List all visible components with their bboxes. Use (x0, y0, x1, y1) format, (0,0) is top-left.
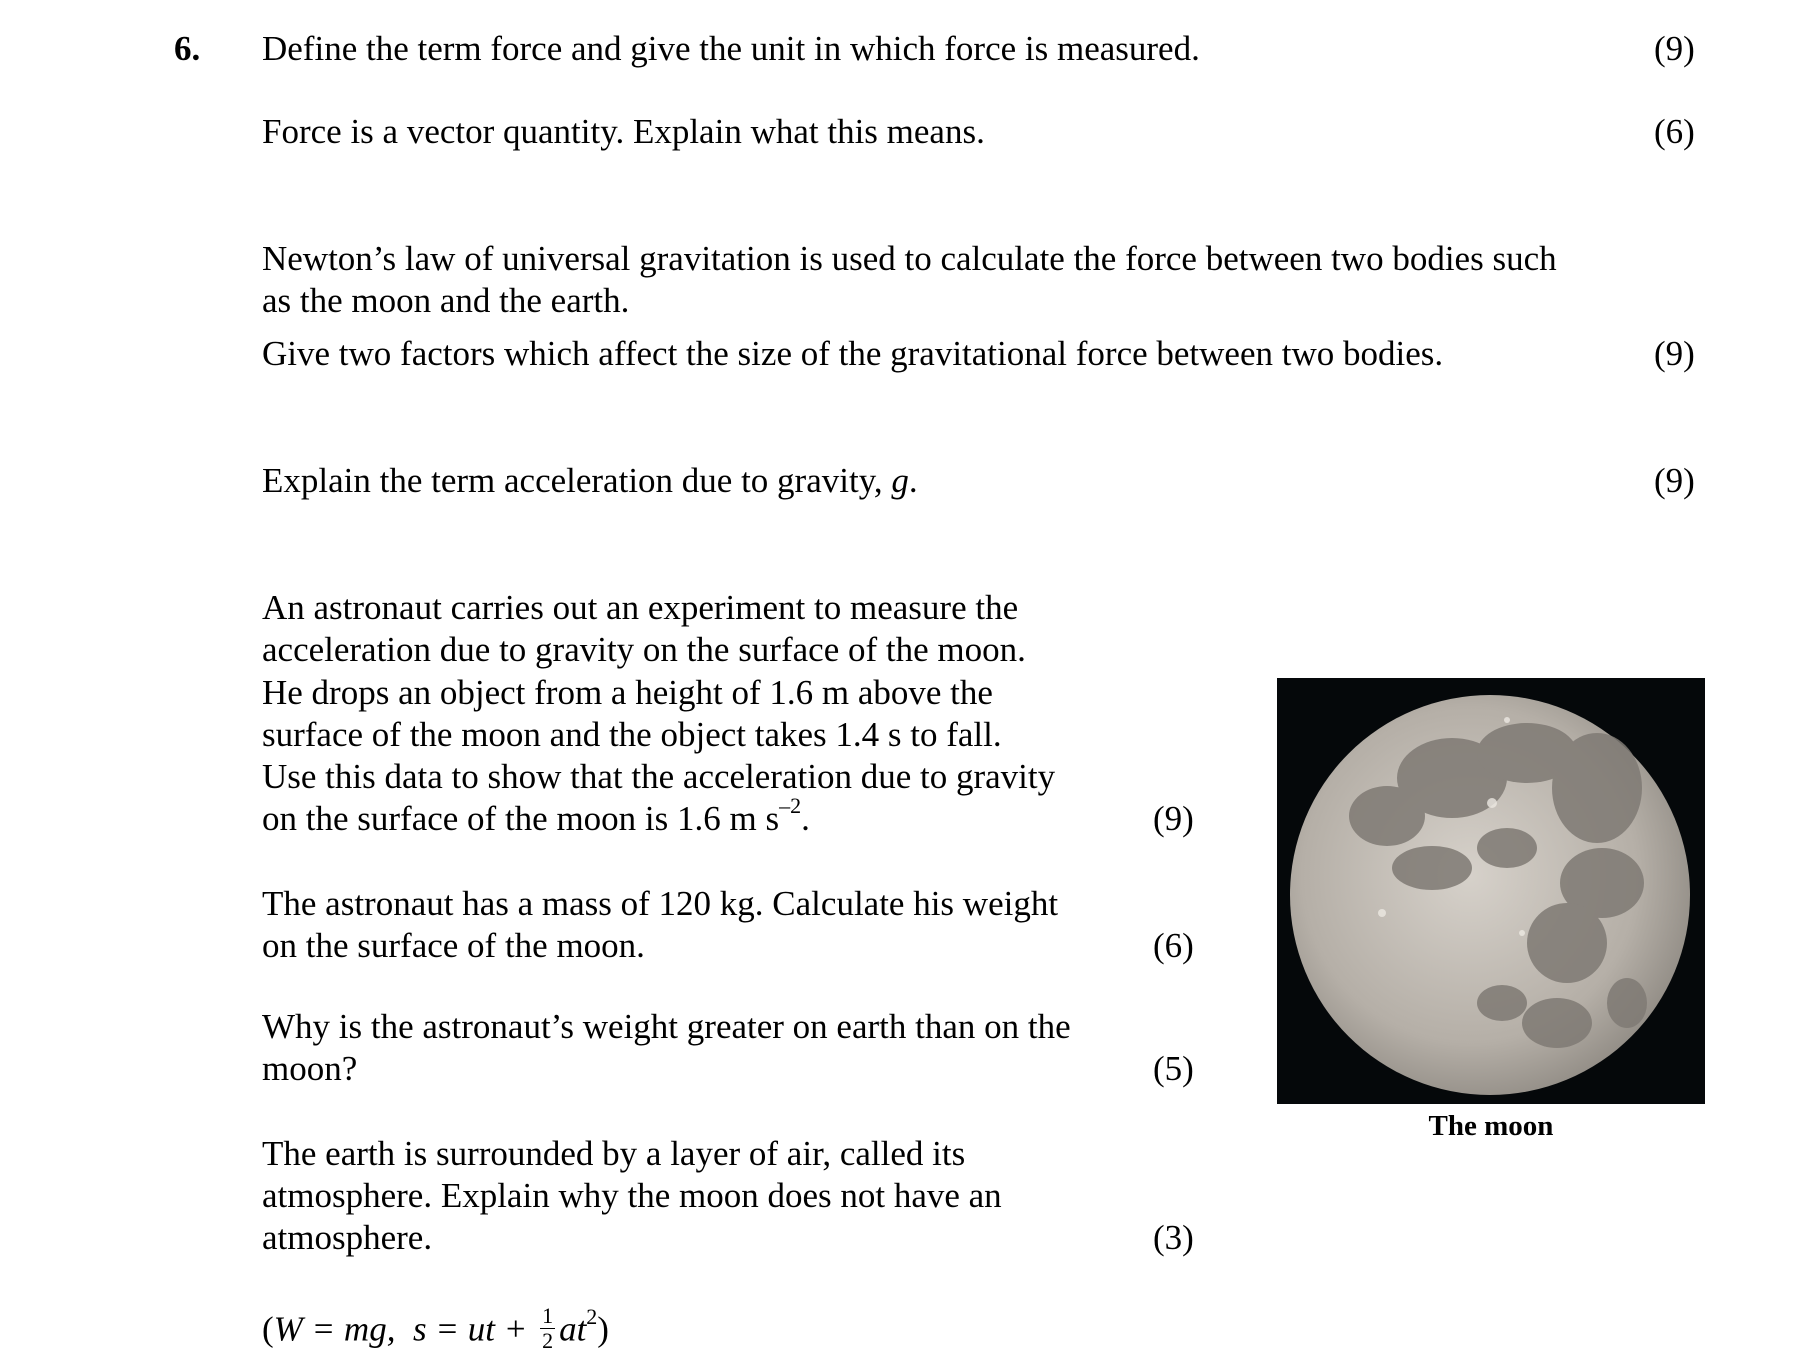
part-e-period: . (801, 799, 810, 838)
part-d-period: . (908, 461, 918, 500)
moon-photo (1277, 678, 1705, 1104)
symbol-g: g (891, 461, 909, 500)
part-a-marks: (9) (1654, 29, 1695, 68)
part-c-line-3: Give two factors which affect the size of the gravitational force between two bodies. (262, 334, 1444, 373)
part-e-line-1: An astronaut carries out an experiment to measure the (262, 588, 1019, 627)
part-h-line-2: atmosphere. Explain why the moon does not have an (262, 1176, 1002, 1215)
moon-illustration (1277, 678, 1705, 1104)
part-g-marks: (5) (1153, 1049, 1194, 1088)
part-h-line-3: atmosphere. (262, 1218, 433, 1257)
fraction-half (540, 1304, 555, 1353)
formula-at: at (559, 1309, 587, 1349)
formula-exponent: 2 (586, 1303, 598, 1329)
part-a-text: Define the term force and give the unit in which force is measured. (262, 29, 1200, 68)
part-d-text (262, 460, 918, 502)
part-h-line-1: The earth is surrounded by a layer of air, called its (262, 1134, 966, 1173)
formula-weight: W = mg, (273, 1309, 396, 1349)
part-g-line-1: Why is the astronaut’s weight greater on earth than on the (262, 1007, 1071, 1046)
exponent: –2 (779, 793, 802, 819)
part-e-line-2: acceleration due to gravity on the surface of the moon. (262, 630, 1026, 669)
part-e-line-4: surface of the moon and the object takes 1.4 s to fall. (262, 715, 1002, 754)
part-g-line-2: moon? (262, 1049, 358, 1088)
part-e-marks: (9) (1153, 799, 1194, 838)
question-number: 6. (174, 29, 201, 68)
part-e-line-5: Use this data to show that the acceleration due to gravity (262, 757, 1056, 796)
fraction-denominator: 2 (542, 1328, 554, 1353)
formula-displacement: s = ut + (412, 1309, 537, 1349)
part-c-marks: (9) (1654, 334, 1695, 373)
formula-close-paren: ) (597, 1309, 609, 1349)
part-h-marks: (3) (1153, 1218, 1194, 1257)
part-f-line-2: on the surface of the moon. (262, 926, 645, 965)
part-e-line-6 (262, 793, 810, 840)
part-f-marks: (6) (1153, 926, 1194, 965)
part-b-text: Force is a vector quantity. Explain what this means. (262, 112, 985, 151)
part-d-marks: (9) (1654, 461, 1695, 500)
formula-hint (262, 1303, 609, 1357)
part-e-line-3: He drops an object from a height of 1.6 m above the (262, 673, 993, 712)
part-c-line-2: as the moon and the earth. (262, 281, 630, 320)
part-d-text-main: Explain the term acceleration due to gravity, (262, 461, 892, 500)
part-e-line-6-text: on the surface of the moon is 1.6 m s (262, 799, 780, 838)
formula-open-paren: ( (262, 1309, 274, 1349)
part-b-marks: (6) (1654, 112, 1695, 151)
part-f-line-1: The astronaut has a mass of 120 kg. Calculate his weight (262, 884, 1059, 923)
part-c-line-1: Newton’s law of universal gravitation is used to calculate the force between two bodies such (262, 239, 1557, 278)
figure-caption: The moon (1428, 1110, 1554, 1142)
fraction-numerator: 1 (542, 1303, 554, 1328)
